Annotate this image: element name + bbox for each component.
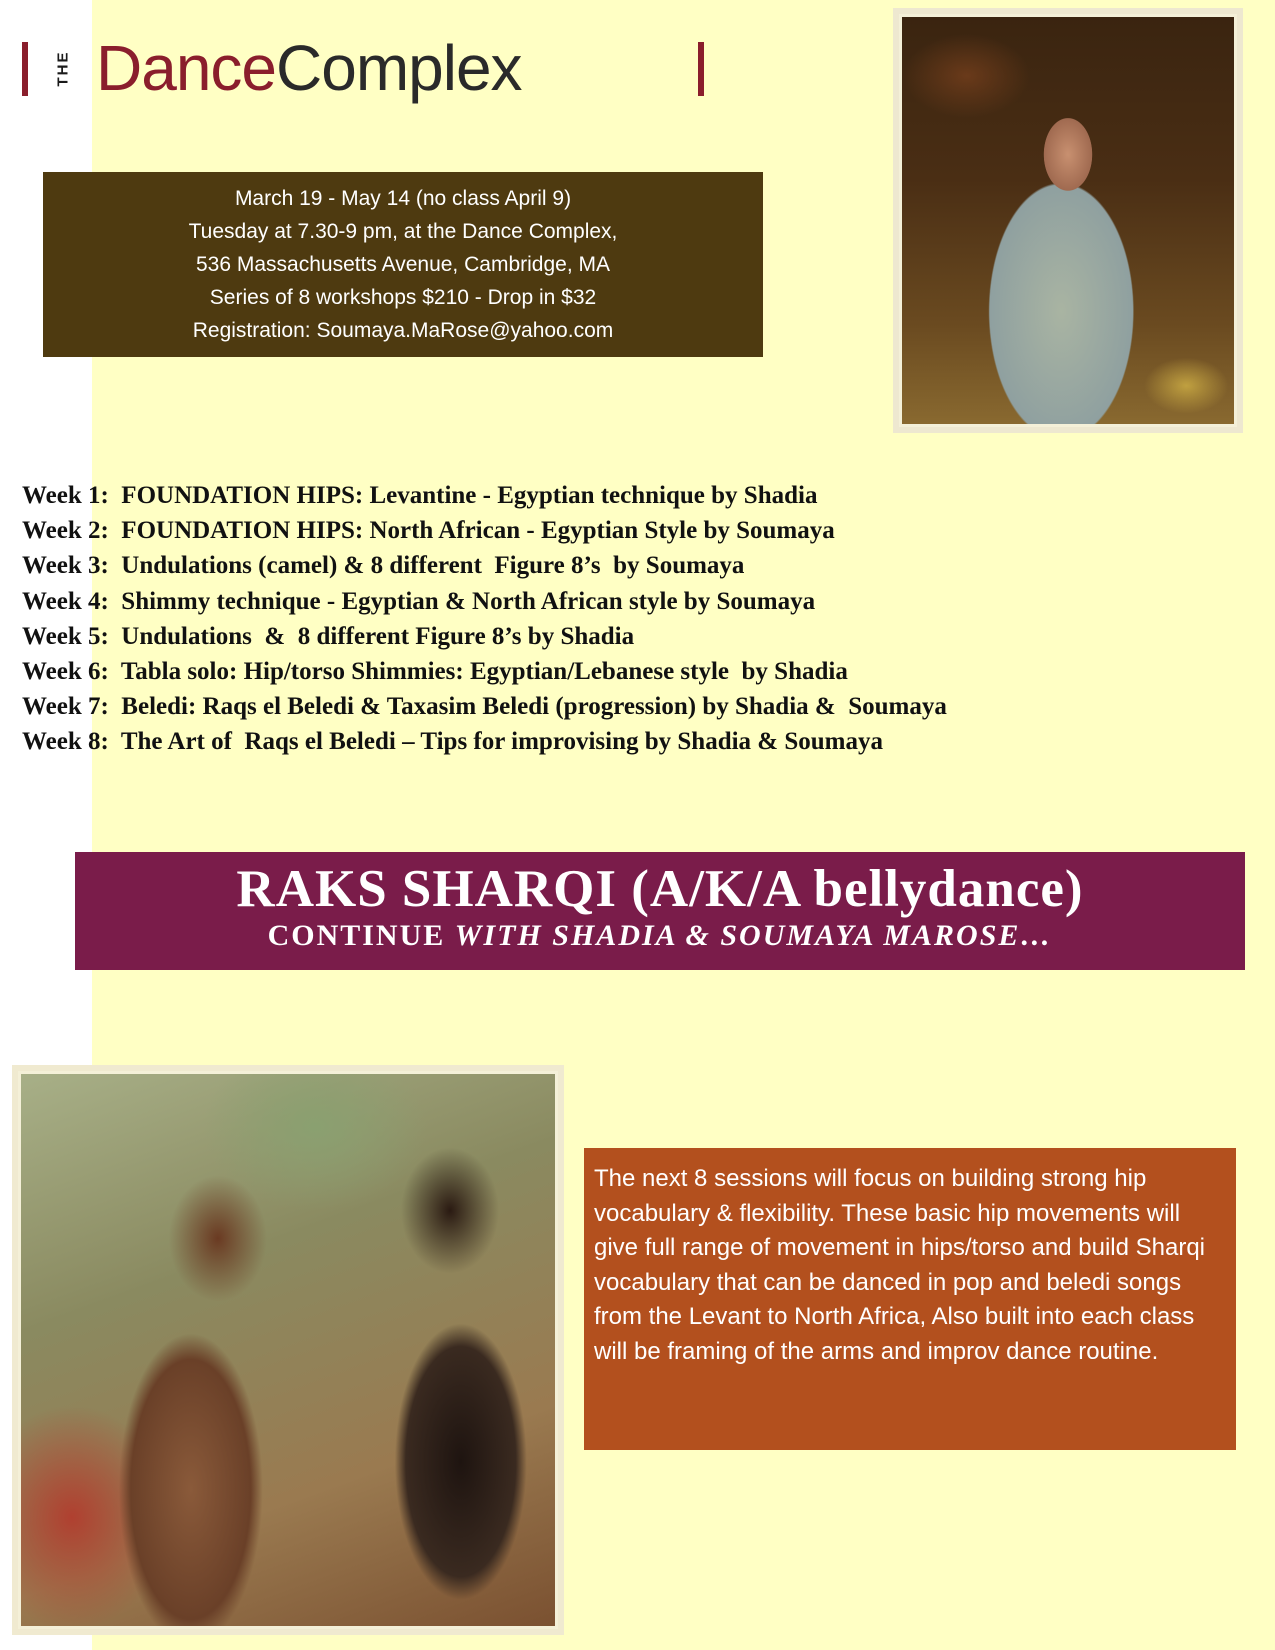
dancer-photo-bottom (12, 1065, 564, 1635)
description-box (584, 1148, 1236, 1450)
banner-title: RAKS SHARQI (A/K/A bellydance) (236, 860, 1084, 918)
schedule-week-6: Week 6: Tabla solo: Hip/torso Shimmies: Egyptian/Lebanese style by Shadia (22, 658, 848, 686)
info-registration: Registration: Soumaya.MaRose@yahoo.com (192, 319, 614, 342)
title-banner (75, 852, 1245, 970)
schedule-week-4: Week 4: Shimmy technique - Egyptian & North African style by Soumaya (22, 587, 816, 615)
class-info-box (43, 172, 763, 357)
logo-wordmark (96, 28, 522, 108)
info-time-venue: Tuesday at 7.30-9 pm, at the Dance Complex, (188, 220, 618, 243)
banner-subtitle: CONTINUE WITH SHADIA & SOUMAYA MAROSE… (267, 919, 1053, 952)
dancer-photo-top (893, 8, 1243, 433)
description-text: The next 8 sessions will focus on building strong hip vocabulary & flexibility. These basic hip movements will give full range of movement in hips/torso and build Sharqi vocabulary that can be danced in pop and beledi songs from the Levant to North Africa, Also built into each class will be framing of the arms and improv dance routine. (594, 1165, 1206, 1365)
info-address: 536 Massachusetts Avenue, Cambridge, MA (195, 253, 610, 276)
info-dates: March 19 - May 14 (no class April 9) (234, 187, 572, 210)
schedule-week-1: Week 1: FOUNDATION HIPS: Levantine - Egyptian technique by Shadia (22, 482, 818, 509)
logo-left-bar (22, 42, 28, 96)
logo-dance: Dance (96, 32, 276, 104)
weekly-schedule (22, 478, 1252, 760)
info-pricing: Series of 8 workshops $210 - Drop in $32 (209, 286, 597, 309)
logo-the: THE (54, 50, 72, 86)
logo-complex: Complex (276, 32, 522, 104)
dance-complex-logo (18, 28, 718, 108)
schedule-week-8: Week 8: The Art of Raqs el Beledi – Tips for improvising by Shadia & Soumaya (22, 728, 884, 756)
schedule-week-2: Week 2: FOUNDATION HIPS: North African - Egyptian Style by Soumaya (22, 517, 835, 545)
schedule-week-3: Week 3: Undulations (camel) & 8 different Figure 8’s by Soumaya (22, 552, 745, 580)
logo-right-bar (698, 42, 704, 96)
schedule-week-7: Week 7: Beledi: Raqs el Beledi & Taxasim Beledi (progression) by Shadia & Soumaya (22, 693, 947, 721)
schedule-week-5: Week 5: Undulations & 8 different Figure 8’s by Shadia (22, 622, 635, 650)
